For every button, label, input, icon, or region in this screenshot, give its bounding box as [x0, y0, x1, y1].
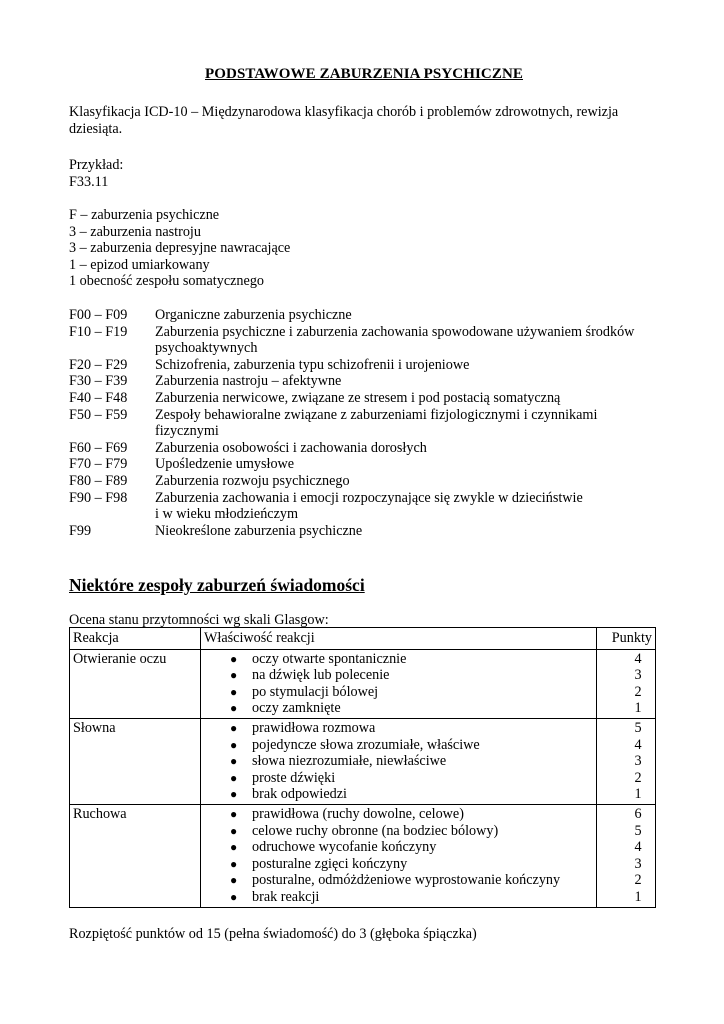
- bullet-icon: ●: [230, 856, 238, 871]
- reaction-cell: Otwieranie oczu: [70, 649, 201, 718]
- list-item: ● na dźwięk lub polecenie: [230, 667, 390, 684]
- list-item: ● posturalne, odmóżdżeniowe wyprostowanie kończyny: [230, 872, 561, 889]
- points-value: 3: [634, 753, 642, 770]
- code-description: Schizofrenia, zaburzenia typu schizofrenii i urojeniowe: [155, 356, 470, 373]
- column-header: Właściwość reakcji: [201, 628, 597, 650]
- code-description: Nieokreślone zaburzenia psychiczne: [155, 522, 363, 539]
- breakdown-line: 1 obecność zespołu somatycznego: [69, 273, 265, 289]
- code-row: [69, 473, 659, 490]
- page-title: PODSTAWOWE ZABURZENIA PSYCHICZNE: [205, 66, 523, 82]
- bullet-icon: ●: [230, 701, 238, 716]
- column-header: Reakcja: [70, 628, 201, 650]
- bullet-icon: ●: [230, 873, 238, 888]
- list-item: ● słowa niezrozumiałe, niewłaściwe: [230, 753, 447, 770]
- reaction-cell: Słowna: [70, 718, 201, 804]
- table-row: [70, 718, 656, 804]
- code-range: F20 – F29: [69, 356, 128, 373]
- list-item: ● odruchowe wycofanie kończyny: [230, 839, 437, 856]
- icd-code-list: [69, 307, 659, 539]
- code-range: F30 – F39: [69, 373, 128, 390]
- code-description: Zespoły behawioralne związane z zaburzeniami fizjologicznymi i czynnikami fizycznymi: [155, 406, 598, 440]
- reaction-cell: Ruchowa: [70, 804, 201, 907]
- list-item: ● celowe ruchy obronne (na bodziec bólowy): [230, 822, 499, 839]
- table-caption: Ocena stanu przytomności wg skali Glasgow:: [69, 612, 329, 628]
- breakdown-line: 3 – zaburzenia nastroju: [69, 224, 201, 240]
- table-header-row: [70, 628, 656, 650]
- column-header: Punkty: [597, 628, 656, 650]
- list-item: ● oczy otwarte spontanicznie: [230, 650, 407, 667]
- code-description: Zaburzenia rozwoju psychicznego: [155, 472, 350, 489]
- bullet-icon: ●: [230, 754, 238, 769]
- points-value: 5: [634, 719, 642, 736]
- code-row: [69, 440, 659, 457]
- list-item: ● prawidłowa rozmowa: [230, 719, 376, 736]
- section-heading: Niektóre zespoły zaburzeń świadomości: [69, 575, 365, 595]
- list-item: ● brak odpowiedzi: [230, 786, 347, 803]
- bullet-icon: ●: [230, 668, 238, 683]
- options-cell: [201, 718, 597, 804]
- table-footer-note: Rozpiętość punktów od 15 (pełna świadomość) do 3 (głęboka śpiączka): [69, 926, 477, 942]
- points-value: 2: [634, 769, 642, 786]
- options-cell: [201, 649, 597, 718]
- code-description: Organiczne zaburzenia psychiczne: [155, 307, 352, 323]
- code-row: [69, 307, 659, 324]
- code-row: [69, 390, 659, 407]
- points-cell: [597, 718, 656, 804]
- code-range: F40 – F48: [69, 389, 128, 406]
- code-description: Zaburzenia nerwicowe, związane ze stresem i pod postacią somatyczną: [155, 389, 561, 406]
- code-range: F99: [69, 522, 92, 539]
- code-row: [69, 324, 659, 357]
- list-item: ● oczy zamknięte: [230, 700, 341, 717]
- bullet-icon: ●: [230, 737, 238, 752]
- code-range: F50 – F59: [69, 406, 128, 423]
- code-range: F70 – F79: [69, 456, 128, 473]
- points-value: 1: [634, 888, 642, 905]
- code-row: [69, 523, 659, 540]
- code-range: F60 – F69: [69, 439, 128, 456]
- code-range: F90 – F98: [69, 489, 128, 506]
- points-value: 6: [634, 805, 642, 822]
- bullet-icon: ●: [230, 770, 238, 785]
- code-description: Upośledzenie umysłowe: [155, 456, 295, 473]
- list-item: ● prawidłowa (ruchy dowolne, celowe): [230, 805, 464, 822]
- code-row: [69, 357, 659, 374]
- code-range: F00 – F09: [69, 307, 128, 323]
- points-value: 3: [634, 667, 642, 684]
- glasgow-scale-table: [69, 627, 656, 908]
- bullet-icon: ●: [230, 823, 238, 838]
- bullet-icon: ●: [230, 787, 238, 802]
- bullet-icon: ●: [230, 684, 238, 699]
- code-row: [69, 490, 659, 523]
- example-label: Przykład:: [69, 157, 124, 173]
- points-value: 4: [634, 736, 642, 753]
- points-value: 2: [634, 872, 642, 889]
- code-description: Zaburzenia zachowania i emocji rozpoczynające się zwykle w dzieciństwie i w wieku młodzieńczym: [155, 489, 583, 523]
- points-value: 4: [634, 650, 642, 667]
- bullet-icon: ●: [230, 840, 238, 855]
- breakdown-line: 3 – zaburzenia depresyjne nawracające: [69, 240, 291, 256]
- code-description: Zaburzenia osobowości i zachowania dorosłych: [155, 439, 427, 456]
- breakdown-line: F – zaburzenia psychiczne: [69, 207, 220, 223]
- bullet-icon: ●: [230, 889, 238, 904]
- code-row: [69, 407, 659, 440]
- options-cell: [201, 804, 597, 907]
- points-value: 2: [634, 683, 642, 700]
- points-value: 1: [634, 700, 642, 717]
- bullet-icon: ●: [230, 806, 238, 821]
- code-row: [69, 456, 659, 473]
- list-item: ● pojedyncze słowa zrozumiałe, właściwe: [230, 736, 480, 753]
- code-description: Zaburzenia psychiczne i zaburzenia zachowania spowodowane używaniem środków psychoaktywnych: [155, 323, 635, 357]
- code-description: Zaburzenia nastroju – afektywne: [155, 373, 342, 390]
- code-range: F80 – F89: [69, 472, 128, 489]
- intro-paragraph: Klasyfikacja ICD-10 – Międzynarodowa klasyfikacja chorób i problemów zdrowotnych, rewizja dziesiąta.: [69, 104, 619, 137]
- list-item: ● po stymulacji bólowej: [230, 683, 379, 700]
- example-code: F33.11: [69, 174, 109, 190]
- bullet-icon: ●: [230, 720, 238, 735]
- table-row: [70, 649, 656, 718]
- code-row: [69, 373, 659, 390]
- list-item: ● posturalne zgięci kończyny: [230, 855, 408, 872]
- table-row: [70, 804, 656, 907]
- code-range: F10 – F19: [69, 323, 128, 340]
- bullet-icon: ●: [230, 651, 238, 666]
- list-item: ● proste dźwięki: [230, 769, 336, 786]
- breakdown-line: 1 – epizod umiarkowany: [69, 257, 210, 273]
- points-cell: [597, 649, 656, 718]
- points-value: 4: [634, 839, 642, 856]
- list-item: ● brak reakcji: [230, 888, 320, 905]
- points-value: 3: [634, 855, 642, 872]
- points-value: 1: [634, 786, 642, 803]
- points-value: 5: [634, 822, 642, 839]
- points-cell: [597, 804, 656, 907]
